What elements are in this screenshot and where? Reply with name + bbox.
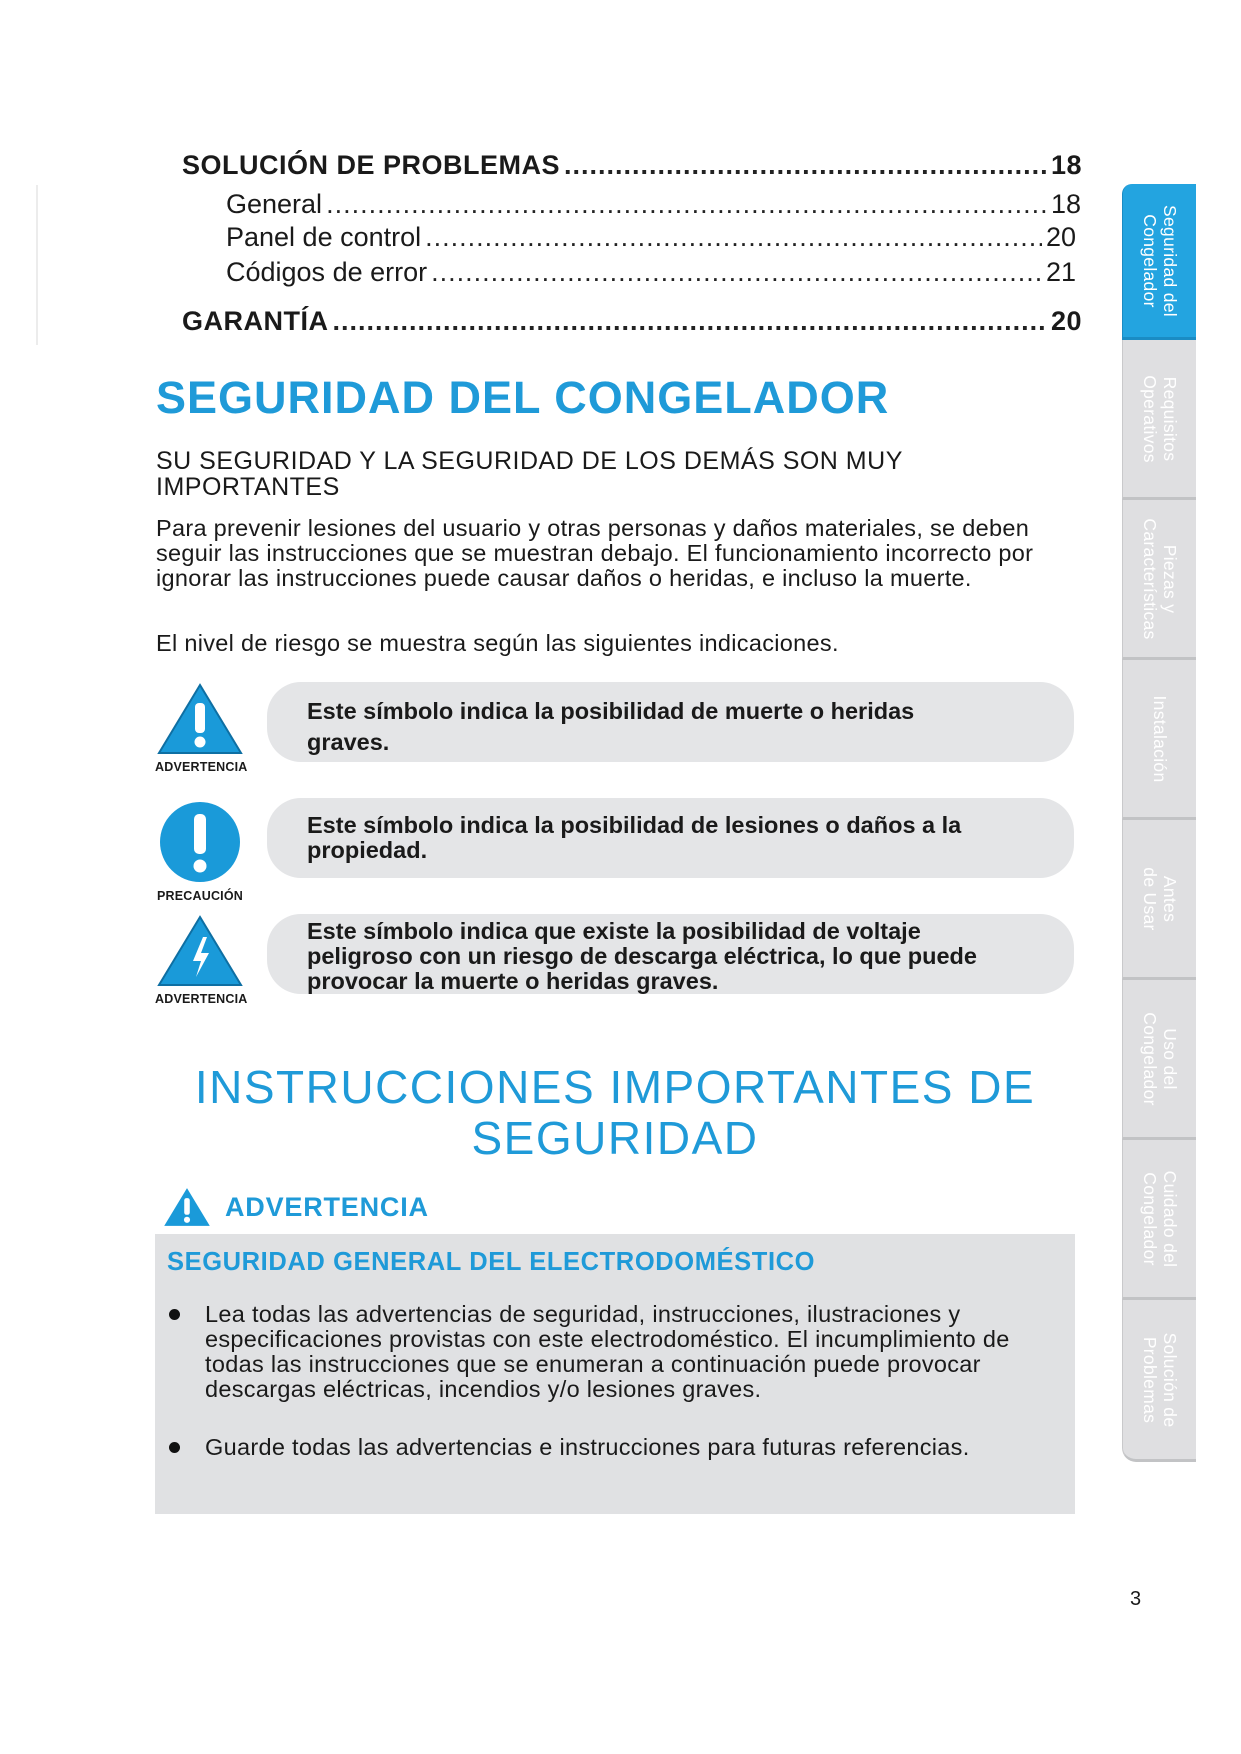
page-number: 3 — [1130, 1588, 1142, 1610]
tab-antes-de-usar[interactable] — [1122, 820, 1196, 980]
warning-triangle-icon — [157, 683, 243, 755]
symbol-description-pill — [267, 798, 1074, 878]
tab-uso-del-congelador[interactable] — [1122, 980, 1196, 1140]
tab-cuidado-del-congelador[interactable] — [1122, 1140, 1196, 1300]
list-item — [205, 1302, 1055, 1402]
list-item-text: Guarde todas las advertencias e instrucciones para futuras referencias. — [205, 1434, 970, 1460]
tab-label: Piezas y Características — [1139, 517, 1180, 640]
caution-symbol — [155, 800, 245, 903]
warning-heading — [163, 1187, 429, 1227]
symbol-description: Este símbolo indica la posibilidad de muerte o heridas graves. — [307, 698, 915, 755]
symbol-label: ADVERTENCIA — [155, 992, 248, 1006]
tab-instalacion[interactable] — [1122, 660, 1196, 820]
symbol-label: PRECAUCIÓN — [156, 889, 244, 903]
toc-section-page: 18 — [1050, 150, 1082, 180]
tab-solucion-de-problemas[interactable] — [1122, 1300, 1196, 1462]
scan-edge-left — [36, 185, 38, 345]
page-title: SEGURIDAD DEL CONGELADOR — [156, 372, 890, 423]
toc-item-row[interactable] — [226, 222, 1076, 253]
toc-item-row[interactable] — [226, 257, 1076, 288]
list-item-text: Lea todas las advertencias de seguridad, instrucciones, ilustraciones y especificaciones provistas con este electrodoméstico. El incumplimiento de todas las instrucciones que se enumeran a continuación puede provocar descargas eléctricas, incendios y/o lesiones graves. — [205, 1301, 1010, 1402]
toc-warranty-row[interactable] — [182, 306, 1082, 337]
toc-item-page: 18 — [1050, 189, 1081, 219]
symbol-label: ADVERTENCIA — [155, 760, 248, 774]
symbol-description: Este símbolo indica que existe la posibilidad de voltaje peligroso con un riesgo de descarga eléctrica, lo que puede provocar la muerte o heridas graves. — [307, 918, 977, 994]
bullet-icon — [169, 1442, 180, 1453]
intro-paragraph: Para prevenir lesiones del usuario y otras personas y daños materiales, se deben seguir las instrucciones que se muestran debajo. El funcionamiento incorrecto por ignorar las instrucciones puede causar daños o heridas, e incluso la muerte. — [156, 515, 1034, 591]
toc-leader-dots — [425, 222, 1042, 253]
toc-warranty-title: GARANTÍA — [182, 306, 329, 336]
toc-item-title: Panel de control — [226, 222, 422, 252]
warning-symbol — [155, 683, 248, 774]
appliance-safety-box — [155, 1234, 1075, 1514]
toc-item-title: General — [226, 189, 323, 219]
symbol-description: Este símbolo indica la posibilidad de lesiones o daños a la propiedad. — [307, 812, 962, 863]
tab-label: Uso del Congelador — [1139, 1011, 1180, 1106]
risk-level-text: El nivel de riesgo se muestra según las siguientes indicaciones. — [156, 630, 839, 656]
toc-item-page: 20 — [1045, 222, 1076, 252]
tab-label: Instalación — [1149, 695, 1170, 782]
tab-requisitos-operativos[interactable] — [1122, 340, 1196, 500]
toc-section-row[interactable] — [182, 150, 1082, 181]
instructions-title: INSTRUCCIONES IMPORTANTES DE SEGURIDAD — [194, 1061, 1036, 1164]
tab-label: Cuidado del Congelador — [1139, 1170, 1180, 1267]
toc-leader-dots — [333, 306, 1047, 337]
tab-label: Seguridad del Congelador — [1139, 204, 1180, 317]
toc-section-title: SOLUCIÓN DE PROBLEMAS — [182, 150, 561, 180]
electric-shock-icon — [157, 915, 243, 987]
list-item — [205, 1435, 1055, 1460]
symbol-description-pill — [267, 682, 1074, 762]
electric-warning-symbol — [155, 915, 248, 1006]
toc-item-row[interactable] — [226, 189, 1081, 220]
tab-label: Antes de Usar — [1139, 866, 1180, 931]
toc-leader-dots — [564, 150, 1047, 181]
caution-circle-icon — [158, 800, 242, 884]
toc-item-title: Códigos de error — [226, 257, 428, 287]
symbol-description-pill — [267, 914, 1074, 994]
warning-label: ADVERTENCIA — [225, 1191, 429, 1222]
section-subtitle: SU SEGURIDAD Y LA SEGURIDAD DE LOS DEMÁS SON MUY IMPORTANTES — [156, 447, 903, 501]
tab-seguridad-del-congelador[interactable] — [1122, 184, 1196, 340]
toc-leader-dots — [431, 257, 1042, 288]
toc-warranty-page: 20 — [1050, 306, 1082, 336]
box-title: SEGURIDAD GENERAL DEL ELECTRODOMÉSTICO — [167, 1248, 816, 1276]
toc-leader-dots — [326, 189, 1047, 220]
tab-piezas-y-caracteristicas[interactable] — [1122, 500, 1196, 660]
warning-triangle-icon — [163, 1187, 211, 1227]
toc-item-page: 21 — [1045, 257, 1076, 287]
bullet-icon — [169, 1309, 180, 1320]
tab-label: Solución de Problemas — [1139, 1332, 1180, 1427]
tab-label: Requisitos Operativos — [1139, 374, 1180, 463]
